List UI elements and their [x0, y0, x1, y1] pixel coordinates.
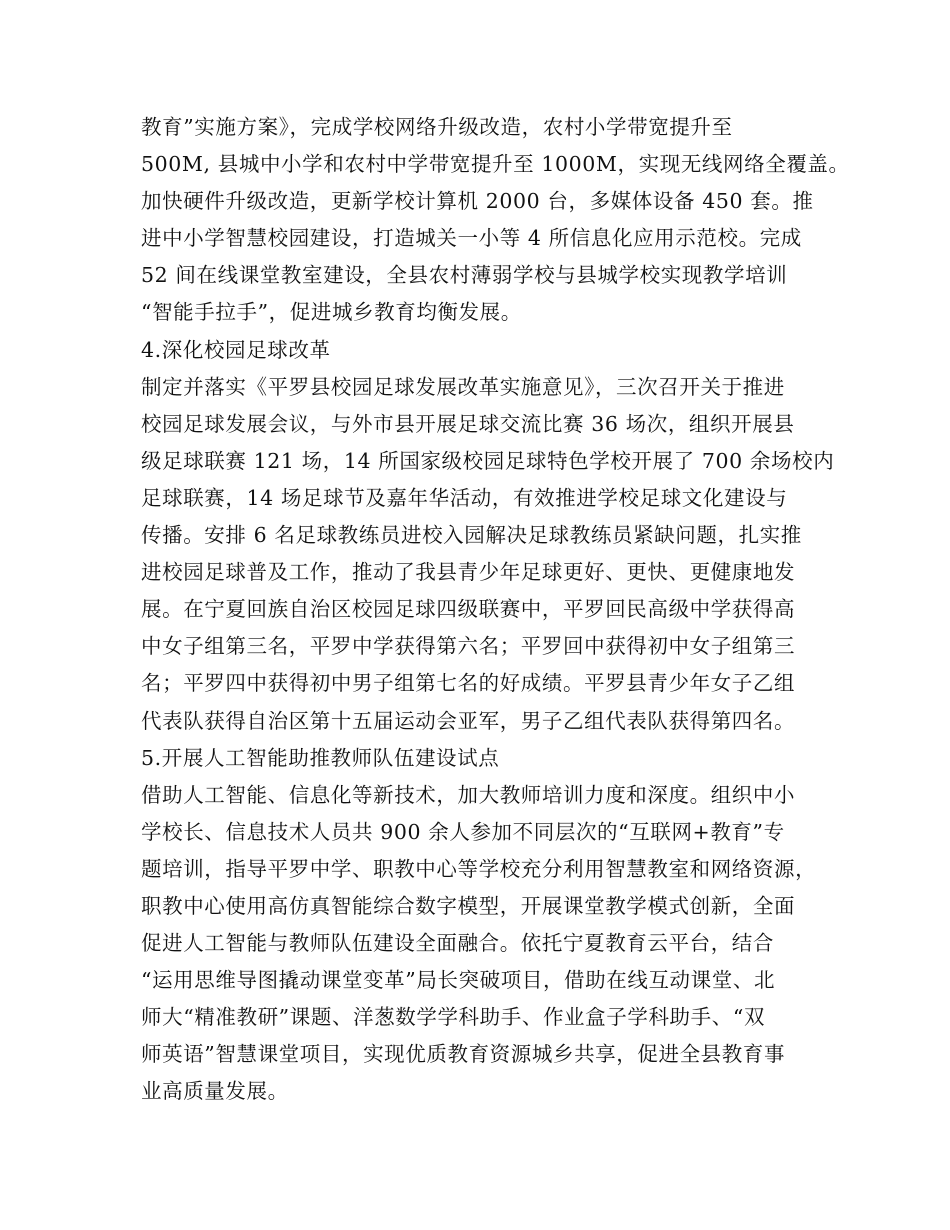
- body-text-line: 加快硬件升级改造，更新学校计算机 2000 台，多媒体设备 450 套。推: [141, 189, 814, 214]
- body-text-line: “智能手拉手”，促进城乡教育均衡发展。: [141, 300, 522, 325]
- body-text-line: 师英语”智慧课堂项目，实现优质教育资源城乡共享，促进全县教育事: [141, 1042, 786, 1067]
- body-text-line: 教育”实施方案》，完成学校网络升级改造，农村小学带宽提升至: [141, 115, 733, 139]
- body-text-line: 52 间在线课堂教室建设，全县农村薄弱学校与县城学校实现教学培训: [141, 263, 788, 288]
- body-text-line: 学校长、信息技术人员共 900 余人参加不同层次的“互联网+教育”专: [141, 819, 785, 844]
- body-text-line: 足球联赛，14 场足球节及嘉年华活动，有效推进学校足球文化建设与: [141, 485, 788, 510]
- body-text-line: 进校园足球普及工作，推动了我县青少年足球更好、更快、更健康地发: [141, 560, 796, 585]
- body-text-line: 500M, 县城中小学和农村中学带宽提升至 1000M，实现无线网络全覆盖。: [141, 152, 850, 177]
- body-text-line: 传播。安排 6 名足球教练员进校入园解决足球教练员紧缺问题，扎实推: [141, 523, 802, 548]
- body-text-line: 制定并落实《平罗县校园足球发展改革实施意见》，三次召开关于推进: [141, 374, 785, 399]
- body-text-line: 职教中心使用高仿真智能综合数字模型，开展课堂教学模式创新，全面: [141, 893, 796, 918]
- document-page: [141, 109, 850, 1111]
- body-text-line: 中女子组第三名，平罗中学获得第六名；平罗回中获得初中女子组第三: [141, 634, 796, 659]
- section-heading: 5.开展人工智能助推教师队伍建设试点: [141, 745, 500, 770]
- section-heading: 4.深化校园足球改革: [141, 337, 331, 362]
- body-text-line: 题培训，指导平罗中学、职教中心等学校充分利用智慧教室和网络资源，: [141, 856, 817, 881]
- body-text-line: 代表队获得自治区第十五届运动会亚军，男子乙组代表队获得第四名。: [141, 708, 796, 733]
- body-text-line: 校园足球发展会议，与外市县开展足球交流比赛 36 场次，组织开展县: [141, 411, 795, 436]
- body-text-line: 级足球联赛 121 场，14 所国家级校园足球特色学校开展了 700 余场校内: [141, 448, 835, 473]
- body-text-line: 名；平罗四中获得初中男子组第七名的好成绩。平罗县青少年女子乙组: [141, 671, 796, 696]
- body-text-line: 借助人工智能、信息化等新技术，加大教师培训力度和深度。组织中小: [141, 782, 796, 807]
- body-text-line: 促进人工智能与教师队伍建设全面融合。依托宁夏教育云平台，结合: [141, 931, 774, 956]
- body-text-line: 展。在宁夏回族自治区校园足球四级联赛中，平罗回民高级中学获得高: [141, 597, 796, 622]
- body-text-line: 进中小学智慧校园建设，打造城关一小等 4 所信息化应用示范校。完成: [141, 226, 802, 251]
- body-text-line: 师大“精准教研”课题、洋葱数学学科助手、作业盒子学科助手、“双: [141, 1005, 766, 1030]
- body-text-line: “运用思维导图撬动课堂变革”局长突破项目，借助在线互动课堂、北: [141, 968, 776, 993]
- body-text-line: 业高质量发展。: [141, 1079, 289, 1104]
